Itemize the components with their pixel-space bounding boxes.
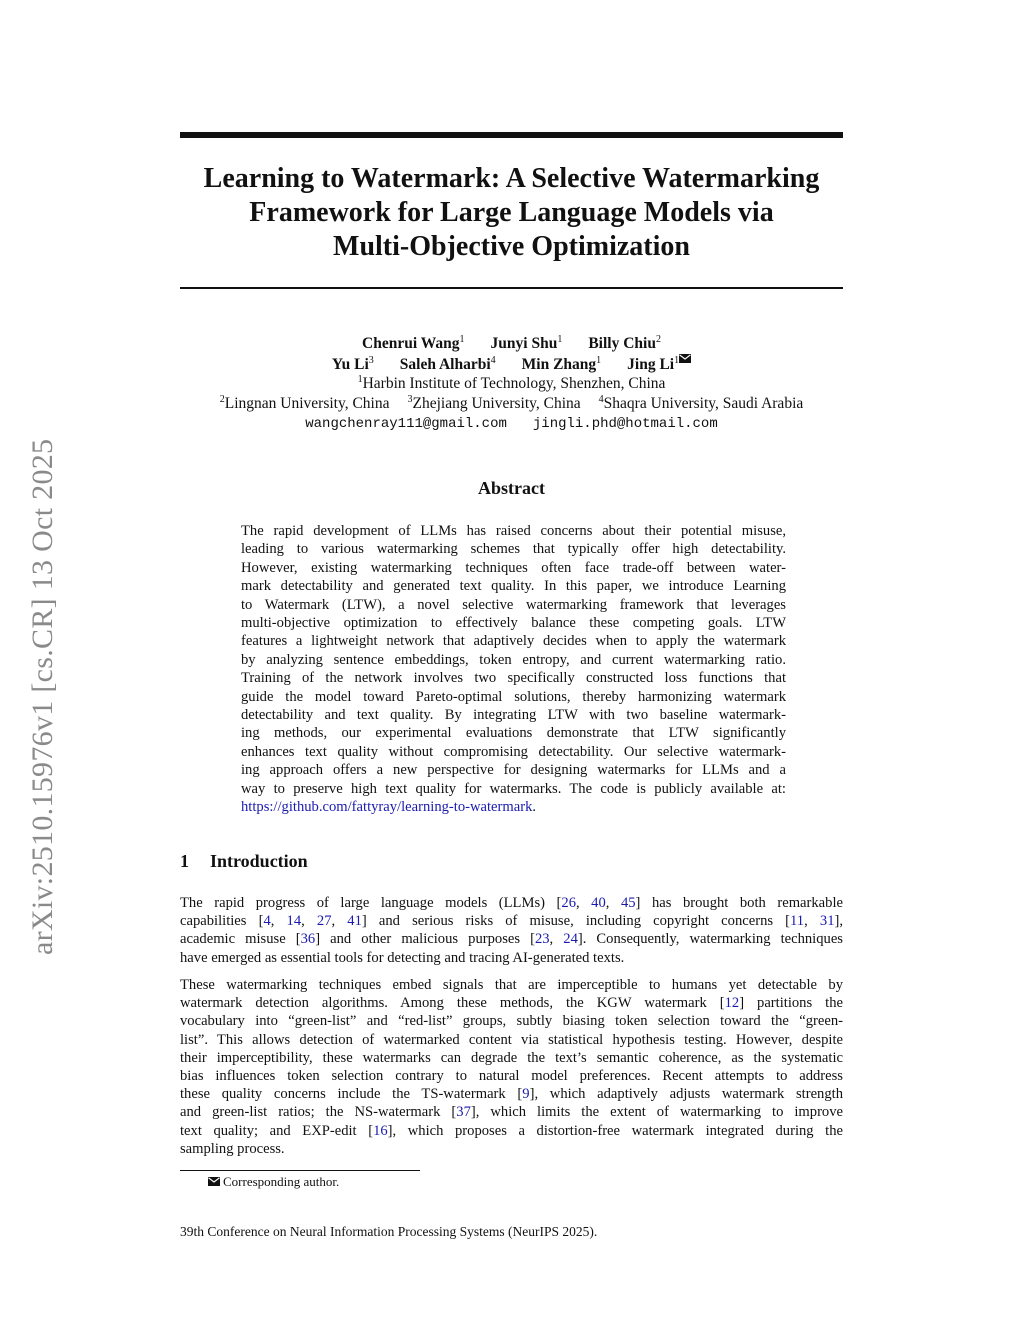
section-number: 1 — [180, 851, 189, 871]
author-affiliation-mark: 1 — [557, 334, 563, 345]
citation-link[interactable]: 12 — [724, 995, 740, 1012]
text-line — [180, 949, 843, 967]
text-segment: ], — [834, 913, 843, 930]
code-repository-link[interactable]: https://github.com/fattyray/learning-to-watermark — [241, 799, 533, 816]
title-line: Learning to Watermark: A Selective Watermarking — [203, 163, 820, 194]
affiliation-row-2 — [150, 394, 873, 414]
abstract-heading: Abstract — [478, 478, 545, 498]
text-segment: , — [301, 913, 317, 930]
citation-link[interactable]: 31 — [819, 913, 835, 930]
text-segment: ] partitions the — [739, 995, 843, 1012]
footnote — [208, 1174, 339, 1190]
abstract-line: The rapid development of LLMs has raised concerns about their potential misuse, — [241, 523, 786, 539]
author-name: Min Zhang — [521, 355, 597, 373]
affiliation-mark: 3 — [407, 393, 413, 405]
text-segment: their imperceptibility, these watermarks can degrade the text’s semantic coherence, as the systematic — [180, 1049, 843, 1066]
author-row-1 — [150, 334, 873, 354]
text-segment: vocabulary into “green-list” and “red-list” groups, subtly biasing token selection toward the “green- — [180, 1013, 843, 1030]
citation-link[interactable]: 37 — [456, 1104, 471, 1121]
abstract-line: to Watermark (LTW), a novel selective watermarking framework that leverages — [241, 596, 786, 613]
author-affiliation-mark: 1 — [596, 354, 602, 366]
author-name: Junyi Shu — [490, 335, 558, 352]
text-segment: watermark detection algorithms. Among these methods, the KGW watermark [ — [180, 995, 725, 1012]
text-segment: sampling process. — [180, 1140, 285, 1157]
affiliation-mark: 4 — [598, 393, 604, 405]
text-line — [180, 1031, 843, 1049]
text-segment: , — [804, 913, 820, 930]
citation-link[interactable]: 36 — [300, 931, 316, 948]
introduction-paragraph-2 — [180, 976, 843, 1158]
text-segment: , — [270, 913, 287, 930]
affiliation-mark: 2 — [219, 393, 225, 405]
abstract-line: guide the model toward Pareto-optimal solutions, thereby harmonizing watermark — [241, 688, 786, 705]
email-address[interactable]: wangchenray111@gmail.com — [305, 416, 507, 432]
text-line — [180, 930, 843, 948]
email-address[interactable]: jingli.phd@hotmail.com — [532, 416, 718, 432]
text-line — [180, 1049, 843, 1067]
envelope-icon — [208, 1177, 220, 1186]
citation-link[interactable]: 24 — [563, 931, 578, 948]
citation-link[interactable]: 26 — [561, 895, 576, 911]
affiliation-name: Harbin Institute of Technology, Shenzhen, China — [362, 375, 666, 392]
venue-footer: 39th Conference on Neural Information Processing Systems (NeurIPS 2025). — [180, 1224, 598, 1239]
title-line: Framework for Large Language Models via — [249, 197, 774, 228]
title-top-rule — [180, 132, 843, 138]
text-segment: These watermarking techniques embed signals that are imperceptible to humans yet detectable by — [180, 977, 843, 993]
text-segment: bias influences token selection contrary to natural model preferences. Recent attempts to address — [180, 1068, 843, 1085]
text-segment: text quality; and EXP-edit [ — [180, 1122, 374, 1139]
citation-link[interactable]: 41 — [347, 913, 362, 930]
author-affiliation-mark: 1 — [674, 354, 680, 366]
citation-link[interactable]: 9 — [522, 1086, 530, 1103]
text-segment: ] and other malicious purposes [ — [315, 931, 535, 948]
citation-link[interactable]: 4 — [263, 913, 271, 930]
text-segment: , — [331, 913, 348, 930]
abstract-line: Training of the network involves two specifically constructed loss functions that — [241, 670, 786, 687]
abstract-line: detectability and text quality. By integrating LTW with two baseline watermark- — [241, 707, 786, 724]
author-affiliation-mark: 4 — [490, 354, 496, 366]
citation-link[interactable]: 14 — [286, 913, 302, 930]
author-name: Yu Li — [331, 355, 369, 373]
text-line — [180, 976, 843, 994]
author-name: Chenrui Wang — [362, 335, 460, 352]
author-name: Billy Chiu — [588, 335, 656, 352]
text-segment: , — [549, 931, 564, 948]
text-segment: these quality concerns include the TS-watermark [ — [180, 1086, 523, 1103]
abstract-line: ing methods, our experimental evaluations demonstrate that LTW significantly — [241, 725, 786, 742]
author-name: Jing Li — [627, 355, 675, 373]
abstract-line: features a lightweight network that adaptively decides when to apply the watermark — [241, 633, 786, 650]
title-bottom-rule — [180, 287, 843, 289]
citation-link[interactable]: 45 — [620, 895, 636, 911]
text-segment: list”. This allows detection of watermarked content via statistical hypothesis testing. However, despite — [180, 1031, 843, 1048]
text-segment: ], which adaptively adjusts watermark strength — [529, 1086, 844, 1103]
text-segment: The rapid progress of large language models (LLMs) [ — [180, 895, 562, 911]
text-line — [180, 1085, 843, 1103]
text-segment: ], which proposes a distortion-free watermark integrated during the — [387, 1122, 844, 1139]
abstract-line: leading to various watermarking schemes that typically offer high detectability. — [241, 541, 786, 558]
abstract-last-line — [241, 798, 786, 816]
author-affiliation-mark: 2 — [655, 334, 661, 345]
affiliation-name: Zhejiang University, China — [412, 394, 581, 412]
text-segment: ] and serious risks of misuse, including copyright concerns [ — [361, 913, 791, 930]
section-title: Introduction — [210, 851, 308, 871]
text-line — [180, 1122, 843, 1140]
text-line — [180, 1140, 843, 1158]
introduction-paragraph-1 — [180, 894, 843, 967]
abstract-line: way to preserve high text quality for watermarks. The code is publicly available at: — [241, 780, 786, 797]
affiliation-row-1 — [150, 374, 873, 394]
envelope-icon — [679, 354, 691, 363]
citation-link[interactable]: 11 — [790, 913, 805, 930]
abstract-line: by analyzing sentence embeddings, token entropy, and current watermarking ratio. — [241, 651, 786, 668]
footnote-rule — [180, 1170, 420, 1171]
abstract-line: enhances text quality without compromising detectability. Our selective watermark- — [241, 743, 786, 760]
text-line — [180, 1067, 843, 1085]
text-line — [180, 912, 843, 930]
text-segment: ], which limits the extent of watermarking to improve — [470, 1104, 844, 1121]
title-line: Multi-Objective Optimization — [333, 231, 690, 262]
abstract-line: However, existing watermarking techniques often face trade-off between water- — [241, 559, 786, 576]
text-segment: , — [605, 895, 621, 911]
author-affiliation-mark: 1 — [459, 334, 465, 345]
citation-link[interactable]: 16 — [373, 1122, 388, 1139]
author-affiliation-mark: 3 — [368, 354, 374, 366]
author-row-2 — [150, 354, 873, 375]
citation-link[interactable]: 40 — [591, 895, 606, 911]
affiliation-mark: 1 — [357, 374, 363, 385]
text-segment: and green-list ratios; the NS-watermark [ — [180, 1104, 457, 1121]
text-line — [180, 1103, 843, 1121]
text-line — [180, 994, 843, 1012]
text-segment: ] has brought both remarkable — [635, 895, 843, 911]
arxiv-identifier: arXiv:2510.15976v1 [cs.CR] 13 Oct 2025 — [26, 438, 59, 955]
citation-link[interactable]: 23 — [534, 931, 550, 948]
affiliation-name: Shaqra University, Saudi Arabia — [603, 394, 804, 412]
paper-title — [180, 162, 843, 264]
text-segment: academic misuse [ — [180, 931, 301, 948]
abstract-line: multi-objective optimization to effectively balance these competing goals. LTW — [241, 615, 786, 632]
section-heading-introduction — [180, 851, 308, 872]
text-line — [180, 1012, 843, 1030]
text-line — [180, 894, 843, 912]
text-segment: , — [575, 895, 592, 911]
text-segment: ]. Consequently, watermarking techniques — [577, 931, 843, 948]
abstract-body — [241, 522, 786, 817]
citation-link[interactable]: 27 — [316, 913, 332, 930]
email-row — [150, 413, 873, 435]
affiliation-name: Lingnan University, China — [224, 394, 390, 412]
author-block — [150, 334, 873, 435]
abstract-line: ing approach offers a new perspective for designing watermarks for LLMs and a — [241, 762, 786, 779]
abstract-period: . — [532, 799, 537, 816]
text-segment: capabilities [ — [180, 913, 264, 930]
abstract-line: mark detectability and generated text quality. In this paper, we introduce Learning — [241, 578, 786, 595]
author-name: Saleh Alharbi — [399, 355, 491, 373]
text-segment: have emerged as essential tools for detecting and tracing AI-generated texts. — [180, 949, 625, 966]
footnote-text: Corresponding author. — [223, 1174, 340, 1189]
